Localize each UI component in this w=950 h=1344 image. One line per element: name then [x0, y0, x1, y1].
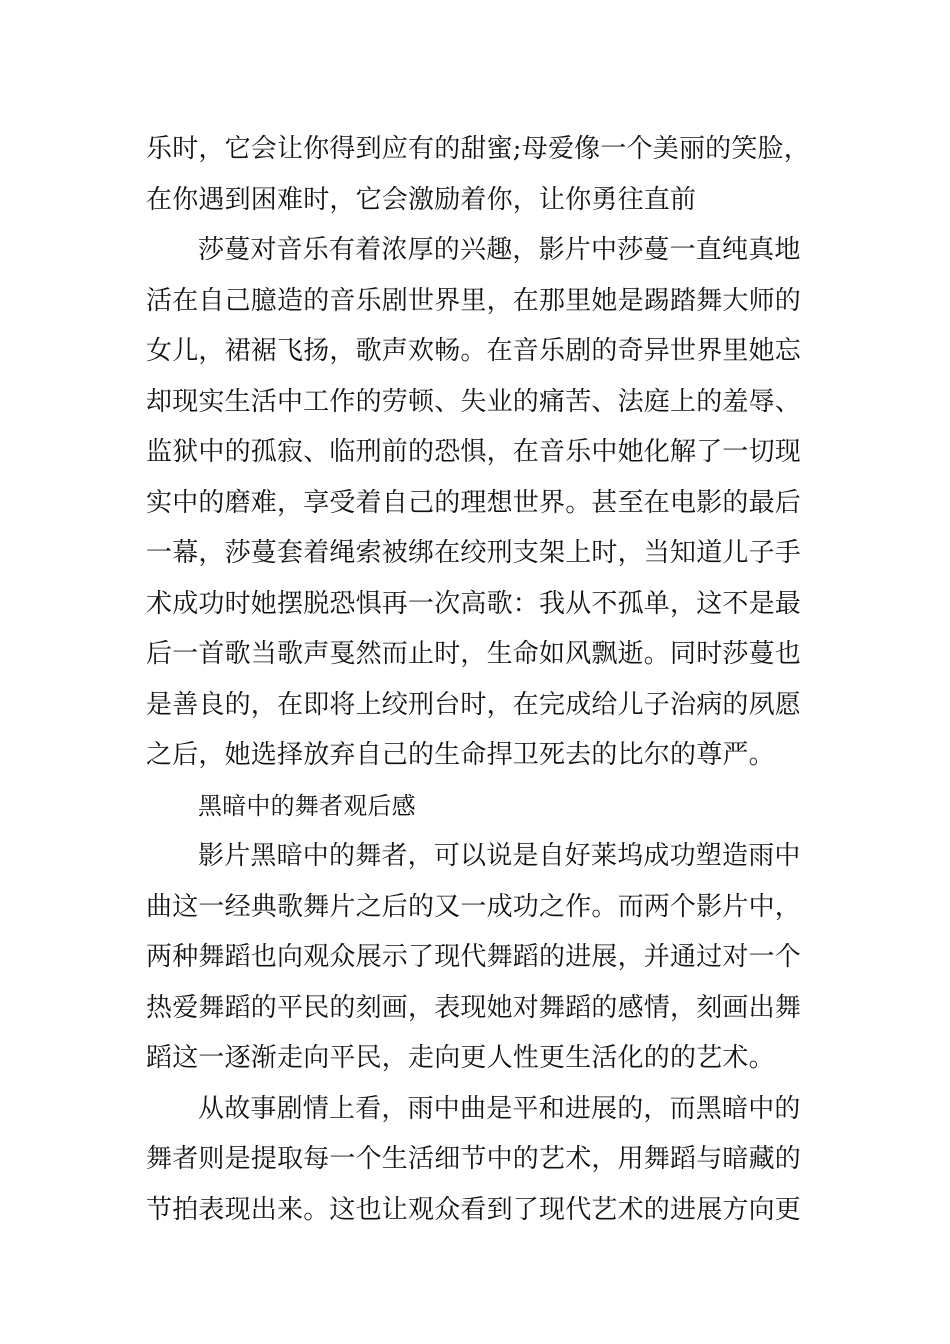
paragraph-line: 监狱中的孤寂、临刑前的恐惧，在音乐中她化解了一切现: [146, 437, 802, 467]
paragraph-line: 之后，她选择放弃自己的生命捍卫死去的比尔的尊严。: [146, 740, 775, 770]
paragraph-line: 在你遇到困难时，它会激励着你，让你勇往直前: [146, 184, 697, 215]
paragraph-line: 蹈这一逐渐走向平民，走向更人性更生活化的的艺术。: [146, 1043, 775, 1073]
paragraph-line: 术成功时她摆脱恐惧再一次高歌：我从不孤单，这不是最: [146, 588, 802, 619]
paragraph-line: 乐时，它会让你得到应有的甜蜜;母爱像一个美丽的笑脸，: [146, 134, 810, 164]
paragraph-line: 女儿，裙裾飞扬，歌声欢畅。在音乐剧的奇异世界里她忘: [146, 336, 802, 366]
section-heading: 黑暗中的舞者观后感: [198, 791, 416, 820]
paragraph-line: 两种舞蹈也向观众展示了现代舞蹈的进展，并通过对一个: [146, 942, 802, 972]
paragraph-line: 影片黑暗中的舞者，可以说是自好莱坞成功塑造雨中: [198, 841, 801, 871]
paragraph-line: 舞者则是提取每一个生活细节中的艺术，用舞蹈与暗藏的: [146, 1144, 802, 1174]
paragraph-line: 热爱舞蹈的平民的刻画，表现她对舞蹈的感情，刻画出舞: [146, 992, 802, 1023]
paragraph-line: 从故事剧情上看，雨中曲是平和进展的，而黑暗中的: [198, 1093, 801, 1124]
paragraph-line: 却现实生活中工作的劳顿、失业的痛苦、法庭上的羞辱、: [146, 386, 802, 417]
document-body: [146, 124, 810, 1235]
paragraph-line: 实中的磨难，享受着自己的理想世界。甚至在电影的最后: [146, 487, 802, 518]
paragraph-line: 节拍表现出来。这也让观众看到了现代艺术的进展方向更: [146, 1194, 802, 1225]
paragraph-line: 一幕，莎蔓套着绳索被绑在绞刑支架上时，当知道儿子手: [146, 538, 802, 568]
paragraph-line: 曲这一经典歌舞片之后的又一成功之作。而两个影片中，: [146, 891, 802, 922]
paragraph-line: 是善良的，在即将上绞刑台时，在完成给儿子治病的夙愿: [146, 689, 802, 720]
paragraph-line: 后一首歌当歌声戛然而止时，生命如风飘逝。同时莎蔓也: [146, 639, 802, 669]
paragraph-line: 活在自己臆造的音乐剧世界里，在那里她是踢踏舞大师的: [146, 285, 802, 316]
paragraph-line: 莎蔓对音乐有着浓厚的兴趣，影片中莎蔓一直纯真地: [198, 235, 801, 265]
